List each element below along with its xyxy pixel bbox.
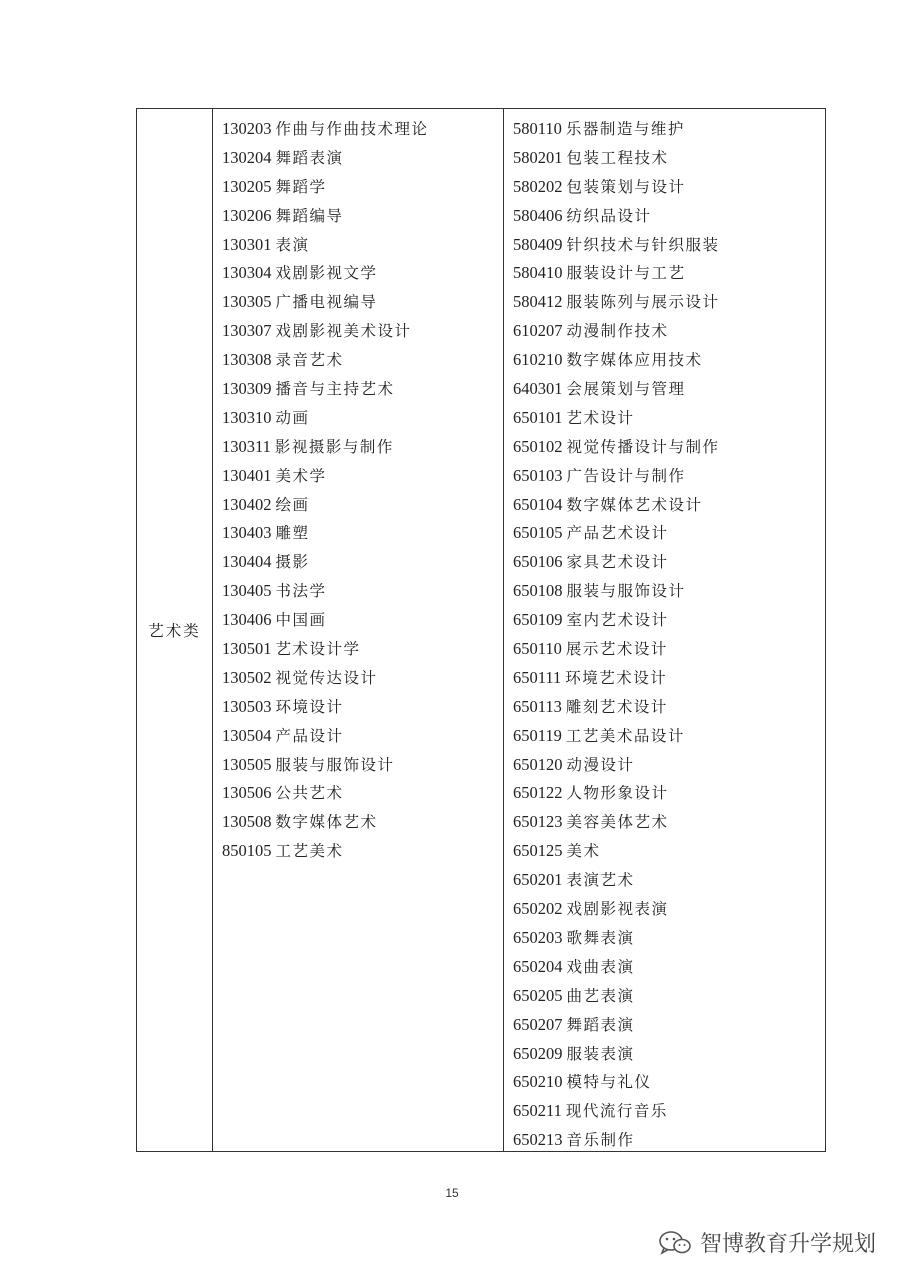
major-row [513,924,720,953]
major-code: 580201 [513,147,563,167]
major-row [513,462,720,491]
major-code: 130405 [222,581,272,601]
major-code: 650110 [513,639,562,659]
major-name: 数字媒体艺术 [275,813,378,832]
major-row [513,779,720,808]
watermark-text: 智博教育升学规划 [699,1232,876,1257]
major-code: 650106 [513,552,563,572]
major-code: 130204 [222,147,272,167]
major-name: 舞蹈表演 [275,148,344,167]
major-name: 展示艺术设计 [565,640,668,659]
major-code: 130308 [222,350,272,370]
major-name: 书法学 [275,582,327,601]
major-name: 美容美体艺术 [566,813,669,832]
major-row [222,317,429,346]
major-code: 650113 [513,696,562,716]
major-row [222,346,429,375]
major-code: 130501 [222,639,272,659]
major-row [513,953,720,982]
major-row [222,548,429,577]
major-name: 产品设计 [275,726,344,745]
major-name: 舞蹈学 [275,177,327,196]
major-name: 产品艺术设计 [566,524,669,543]
major-row [222,173,429,202]
major-row [222,722,429,751]
major-name: 视觉传达设计 [275,668,378,687]
major-row [222,144,429,173]
major-name: 戏剧影视美术设计 [275,322,412,341]
major-name: 服装表演 [566,1044,635,1063]
major-row [513,664,720,693]
major-name: 播音与主持艺术 [275,380,395,399]
major-row [222,837,429,866]
major-code: 650111 [513,667,562,687]
major-row [222,115,429,144]
major-name: 模特与礼仪 [566,1073,652,1092]
major-name: 数字媒体应用技术 [566,351,703,370]
major-row [513,693,720,722]
major-code: 130310 [222,407,272,427]
major-name: 影视摄影与制作 [274,437,394,456]
major-name: 工艺美术品设计 [565,726,685,745]
major-row [222,577,429,606]
column-divider [503,109,504,1151]
major-name: 纺织品设计 [566,206,652,225]
major-name: 戏剧影视表演 [566,900,669,919]
major-code: 580110 [513,119,562,138]
major-row [513,1097,720,1126]
major-row [513,1040,720,1069]
major-code: 650209 [513,1043,563,1063]
major-code: 850105 [222,841,272,861]
major-row [513,231,720,260]
major-code: 130401 [222,465,272,485]
major-row [222,462,429,491]
major-name: 表演艺术 [566,871,635,890]
major-name: 美术 [566,842,601,861]
major-code: 580406 [513,205,563,225]
major-code: 650123 [513,812,563,832]
major-row [222,635,429,664]
major-code: 650204 [513,956,563,976]
major-code: 580412 [513,292,563,312]
major-code: 130404 [222,552,272,572]
major-name: 服装设计与工艺 [566,264,686,283]
major-row [222,751,429,780]
major-code: 130406 [222,610,272,630]
major-name: 中国画 [275,611,327,630]
major-code: 130205 [222,176,272,196]
major-row [513,519,720,548]
major-row [513,375,720,404]
major-row [513,433,720,462]
major-name: 广告设计与制作 [566,466,686,485]
major-name: 表演 [275,235,310,254]
major-row [513,722,720,751]
major-list-left [222,115,429,866]
major-name: 环境设计 [275,697,344,716]
major-code: 130504 [222,725,272,745]
major-row [222,259,429,288]
major-code: 130311 [222,436,271,456]
major-name: 针织技术与针织服装 [566,235,720,254]
major-code: 130203 [222,119,272,138]
major-row [513,866,720,895]
major-name: 歌舞表演 [566,928,635,947]
major-code: 580409 [513,234,563,254]
major-code: 130403 [222,523,272,543]
major-code: 650109 [513,610,563,630]
major-name: 摄影 [275,553,310,572]
major-name: 服装与服饰设计 [275,755,395,774]
major-code: 650102 [513,436,563,456]
major-name: 音乐制作 [566,1131,635,1150]
major-code: 130304 [222,263,272,283]
major-code: 650103 [513,465,563,485]
major-code: 130508 [222,812,272,832]
major-row [513,1126,720,1155]
major-name: 包装策划与设计 [566,177,686,196]
major-row [222,433,429,462]
major-code: 650119 [513,725,562,745]
major-table [136,108,826,1152]
major-row [513,606,720,635]
major-name: 广播电视编导 [275,293,378,312]
major-code: 650202 [513,899,563,919]
major-row [513,144,720,173]
major-code: 130206 [222,205,272,225]
major-name: 动画 [275,408,310,427]
major-name: 艺术设计 [566,408,635,427]
major-row [222,664,429,693]
major-name: 雕塑 [275,524,310,543]
major-row [513,288,720,317]
major-code: 650105 [513,523,563,543]
major-code: 650205 [513,985,563,1005]
major-row [513,751,720,780]
major-row [222,693,429,722]
major-row [513,491,720,520]
major-row [222,779,429,808]
major-code: 650120 [513,754,563,774]
major-code: 650211 [513,1101,562,1121]
major-row [222,231,429,260]
major-row [222,375,429,404]
major-name: 室内艺术设计 [566,611,669,630]
major-name: 舞蹈表演 [566,1015,635,1034]
major-code: 610207 [513,321,563,341]
major-row [513,1068,720,1097]
major-name: 录音艺术 [275,351,344,370]
watermark [658,1227,876,1258]
major-name: 服装陈列与展示设计 [566,293,720,312]
major-row [513,1011,720,1040]
major-list-right [513,115,720,1155]
wechat-icon [658,1230,692,1256]
major-row [513,202,720,231]
major-code: 130506 [222,783,272,803]
major-code: 650108 [513,581,563,601]
major-code: 580202 [513,176,563,196]
major-name: 包装工程技术 [566,148,669,167]
major-name: 戏剧影视文学 [275,264,378,283]
major-row [222,491,429,520]
major-name: 服装与服饰设计 [566,582,686,601]
major-row [513,404,720,433]
major-name: 公共艺术 [275,784,344,803]
major-code: 650122 [513,783,563,803]
category-label: 艺术类 [148,622,201,640]
major-code: 130307 [222,321,272,341]
major-row [222,808,429,837]
major-code: 130305 [222,292,272,312]
major-code: 650207 [513,1014,563,1034]
major-code: 580410 [513,263,563,283]
major-name: 工艺美术 [275,842,344,861]
major-name: 乐器制造与维护 [565,120,685,138]
major-row [513,259,720,288]
page-number: 15 [445,1186,459,1200]
major-name: 视觉传播设计与制作 [566,437,720,456]
major-row [513,548,720,577]
major-row [222,606,429,635]
major-row [222,519,429,548]
major-name: 现代流行音乐 [565,1102,668,1121]
major-code: 650125 [513,841,563,861]
major-row [513,317,720,346]
major-code: 130502 [222,667,272,687]
major-name: 舞蹈编导 [275,206,344,225]
major-row [513,346,720,375]
major-name: 曲艺表演 [566,986,635,1005]
major-code: 650213 [513,1130,563,1150]
major-name: 雕刻艺术设计 [565,697,668,716]
major-row [513,808,720,837]
major-row [513,173,720,202]
major-name: 艺术设计学 [275,640,361,659]
major-code: 130402 [222,494,272,514]
major-row [513,577,720,606]
major-name: 环境艺术设计 [565,668,668,687]
major-row [513,982,720,1011]
major-code: 130505 [222,754,272,774]
major-code: 640301 [513,379,563,399]
major-row [513,837,720,866]
major-name: 绘画 [275,495,310,514]
major-name: 数字媒体艺术设计 [566,495,703,514]
major-row [513,635,720,664]
major-code: 610210 [513,350,563,370]
major-row [513,895,720,924]
major-name: 动漫设计 [566,755,635,774]
major-name: 家具艺术设计 [566,553,669,572]
major-code: 130503 [222,696,272,716]
major-name: 动漫制作技术 [566,322,669,341]
major-row [222,404,429,433]
major-code: 650104 [513,494,563,514]
major-code: 650210 [513,1072,563,1092]
column-divider [212,109,213,1151]
major-row [513,115,720,144]
major-code: 130309 [222,379,272,399]
major-name: 作曲与作曲技术理论 [275,120,429,138]
major-name: 人物形象设计 [566,784,669,803]
major-code: 650201 [513,870,563,890]
major-row [222,202,429,231]
major-name: 美术学 [275,466,327,485]
major-code: 650203 [513,927,563,947]
major-row [222,288,429,317]
major-code: 130301 [222,234,272,254]
major-code: 650101 [513,407,563,427]
major-name: 会展策划与管理 [566,380,686,399]
major-name: 戏曲表演 [566,957,635,976]
